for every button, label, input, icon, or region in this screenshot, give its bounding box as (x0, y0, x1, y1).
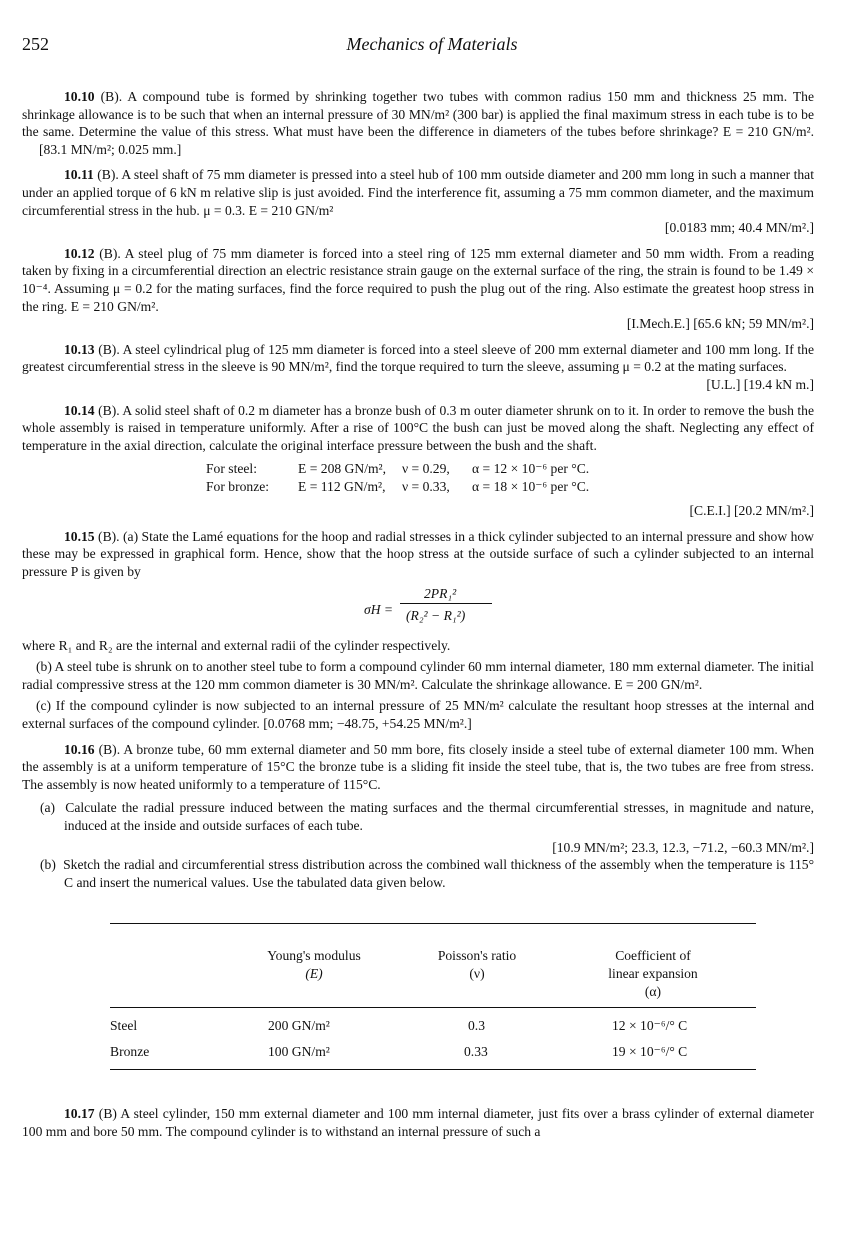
header-symbol: (α) (644, 983, 662, 999)
part-a (22, 799, 814, 834)
problem-answer: [U.L.] [19.4 kN m.] (706, 376, 814, 392)
problem-10-17 (22, 1105, 814, 1140)
problem-statement: (B). A compound tube is formed by shrinking together two tubes with common radius 150 mm and thickness 25 mm. The shrinkage allowance is to be such that when an internal pressure of 30 MN/m² (300 bar) is applied the final maximum stress in each tube is to be the same. Determine the value of this stress. What must have been the difference in diameters of the tubes before shrinkage? E = 210 GN/m². (22, 89, 815, 140)
problem-10-10 (22, 88, 814, 158)
problem-text (22, 166, 814, 219)
problem-statement: (B). A bronze tube, 60 mm external diameter and 50 mm bore, fits closely inside a steel tube of external diameter 100 mm. When the assembly is at a uniform temperature of 15°C the bronze tube is a sliding fit inside the steel tube, that is, the two tubes are free from stress. The assembly is now heated uniformly to a temperature of 115°C. (22, 741, 814, 792)
row-name-steel: Steel (110, 1018, 138, 1034)
running-title: Mechanics of Materials (346, 34, 518, 54)
row-name-bronze: Bronze (110, 1044, 150, 1060)
bronze-modulus: 100 GN/m² (268, 1044, 330, 1060)
part-b (22, 856, 814, 891)
problem-number: 10.16 (64, 741, 95, 757)
problem-answer: [C.E.I.] [20.2 MN/m².] (689, 503, 814, 519)
problem-number: 10.10 (64, 89, 95, 104)
material-label: For bronze: (206, 479, 270, 495)
problem-answer: [0.0183 mm; 40.4 MN/m².] (664, 220, 814, 236)
problem-text (22, 88, 814, 158)
properties-row-steel (22, 460, 814, 478)
problem-10-13 (22, 341, 814, 394)
part-a-text: Calculate the radial pressure induced between the mating surfaces and the thermal circumferential stresses, in magnitude and nature, induced at the inside and outside surfaces of each tube. (64, 800, 815, 833)
poisson-value: ν = 0.33, (402, 479, 450, 495)
problem-text (22, 528, 814, 581)
header-line: linear expansion (608, 965, 698, 981)
poisson-value: ν = 0.29, (402, 461, 450, 477)
problem-number: 10.12 (64, 245, 95, 261)
header-line: Poisson's ratio (437, 948, 517, 964)
part-a-label: (a) (40, 800, 56, 816)
problem-statement: (B). A steel shaft of 75 mm diameter is pressed into a steel hub of 100 mm outside diameter and 200 mm long in such a manner that under an applied torque of 6 kN m relative slip is just avoided. Find the interference fit, assuming a 75 mm common diameter, and the maximum circumferential stress in the hub. μ = 0.3. E = 210 GN/m² (22, 167, 814, 218)
material-label: For steel: (206, 461, 257, 477)
page-body (22, 88, 814, 1149)
header-poissons-ratio (412, 947, 542, 982)
formula-where: where R₁ and R₂ are the internal and external radii of the cylinder respectively. (22, 637, 451, 653)
table-top-rule (110, 923, 756, 924)
steel-expansion: 12 × 10⁻⁶/° C (612, 1018, 688, 1034)
page-header (22, 36, 842, 60)
problem-text (22, 341, 814, 376)
problem-statement: (B). A steel plug of 75 mm diameter is forced into a steel ring of 125 mm external diameter and 50 mm width. From a reading taken by fixing in a circumferential direction an electric resistance strain gauge on the external surface of the ring, the strain is found to be 1.49 × 10⁻⁴. Assuming μ = 0.2 for the mating surfaces, find the force required to push the plug out of the ring. Also estimate the greatest hoop stress in the ring. E = 210 GN/m². (22, 245, 814, 314)
modulus-value: E = 112 GN/m², (298, 479, 386, 495)
table-header-rule (110, 1007, 756, 1008)
steel-poisson: 0.3 (468, 1018, 485, 1034)
table-bottom-rule (110, 1069, 756, 1070)
problem-number: 10.11 (64, 167, 94, 183)
problem-10-14 (22, 402, 814, 520)
header-line: Coefficient of (615, 948, 691, 964)
problem-text (22, 245, 814, 315)
formula-numerator: 2PR₁² (424, 585, 457, 601)
problem-number: 10.13 (64, 341, 95, 357)
problem-10-15 (22, 528, 814, 733)
page-number: 252 (22, 34, 49, 54)
expansion-value: α = 18 × 10⁻⁶ per °C. (472, 479, 590, 495)
part-c: (c) If the compound cylinder is now subjected to an internal pressure of 25 MN/m² calculate the resultant hoop stresses at the internal and external surfaces of the compound cylinder. [0.0768 mm; −48.75, +54.25 MN/m².] (22, 698, 814, 732)
material-properties (22, 460, 814, 496)
problem-number: 10.17 (64, 1106, 95, 1122)
header-symbol: (E) (305, 965, 323, 981)
header-youngs-modulus (244, 947, 384, 982)
part-b: (b) A steel tube is shrunk on to another steel tube to form a compound cylinder 60 mm internal diameter, 180 mm external diameter. The initial radial compressive stress at the 120 mm common diameter is 30 MN/m². Calculate the shrinkage allowance. E = 200 GN/m². (22, 659, 814, 692)
bronze-poisson: 0.33 (464, 1044, 488, 1060)
problem-statement: (B). A solid steel shaft of 0.2 m diameter has a bronze bush of 0.3 m outer diameter shrunk on to it. In order to remove the bush the whole assembly is raised in temperature uniformly. After a rise of 100°C the bush can just be moved along the shaft. Neglecting any effect of temperature in the axial direction, calculate the original interface pressure between the bush and the shaft. (22, 402, 814, 453)
steel-modulus: 200 GN/m² (268, 1018, 330, 1034)
part-a-answer: [10.9 MN/m²; 23.3, 12.3, −71.2, −60.3 MN/m².] (552, 839, 814, 855)
problem-statement: (B) A steel cylinder, 150 mm external diameter and 100 mm internal diameter, just fits over a brass cylinder of external diameter 100 mm and bore 50 mm. The compound cylinder is to withstand an internal pressure of such a (22, 1106, 814, 1139)
problem-text (22, 402, 814, 455)
bronze-expansion: 19 × 10⁻⁶/° C (612, 1044, 688, 1060)
problem-text (22, 1105, 814, 1140)
part-b-label: (b) (40, 857, 56, 873)
problem-statement: (B). A steel cylindrical plug of 125 mm diameter is forced into a steel sleeve of 200 mm external diameter and 100 mm long. If the greatest circumferential stress in the sleeve is 90 MN/m², find the torque required to turn the sleeve, assuming μ = 0.2 at the mating surfaces. (22, 341, 814, 375)
problem-answer: [83.1 MN/m²; 0.025 mm.] (39, 141, 182, 157)
problem-text (22, 741, 814, 794)
problem-statement: (B). (a) State the Lamé equations for the hoop and radial stresses in a thick cylinder subjected to an internal pressure and show how these may be expressed in graphical form. Hence, show that the hoop stress at the outside surface of such a cylinder subjected to an internal pressure P is given by (22, 528, 815, 580)
header-line: Young's modulus (267, 948, 361, 964)
header-expansion (578, 947, 728, 1000)
fraction-bar (400, 603, 492, 604)
problem-10-12 (22, 245, 814, 333)
part-b-text: Sketch the radial and circumferential stress distribution across the combined wall thickness of the assembly when the temperature is 115° C and insert the numerical values. Use the tabulated data given below. (63, 857, 815, 890)
expansion-value: α = 12 × 10⁻⁶ per °C. (472, 461, 590, 477)
header-symbol: (ν) (469, 965, 485, 981)
material-data-table (22, 923, 814, 1060)
formula-denominator: (R₂² − R₁²) (406, 607, 466, 623)
modulus-value: E = 208 GN/m², (298, 461, 387, 477)
problem-number: 10.15 (64, 528, 95, 544)
problem-10-11 (22, 166, 814, 236)
problem-10-16 (22, 741, 814, 892)
problem-number: 10.14 (64, 402, 95, 418)
formula-lhs: σH = (364, 601, 394, 617)
problem-answer: [I.Mech.E.] [65.6 kN; 59 MN/m².] (626, 316, 814, 332)
properties-row-bronze (22, 478, 814, 496)
hoop-stress-formula (22, 583, 814, 637)
